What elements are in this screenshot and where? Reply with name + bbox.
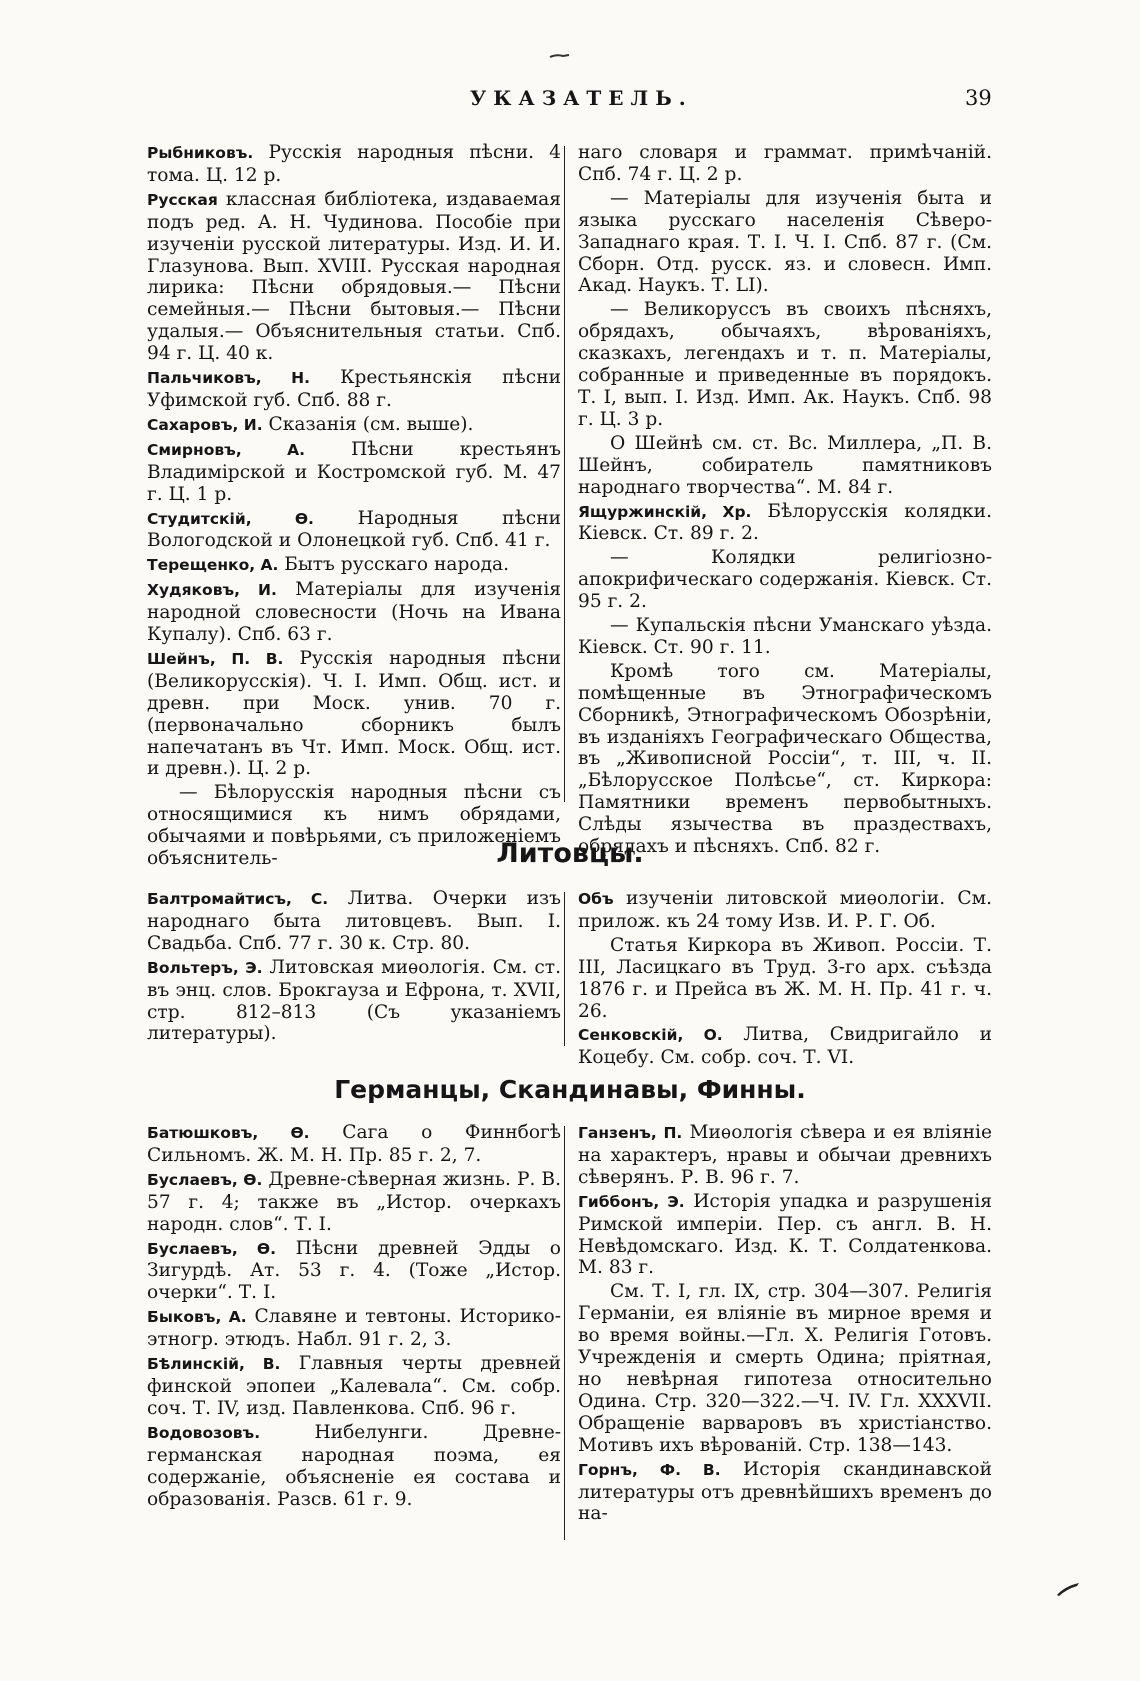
index-entry — [578, 188, 992, 298]
index-entry — [147, 957, 561, 1046]
entry-text: Литва, Свидригайло и Коцебу. См. собр. соч. Т. VI. — [578, 1024, 993, 1069]
entry-author: Рыбниковъ. — [147, 144, 254, 162]
entry-author: Вольтеръ, Э. — [147, 958, 263, 977]
entry-text: Пѣсни крестьянъ Владимірской и Костромской губ. М. 47 г. Ц. 1 р. — [147, 438, 561, 505]
entry-text: — Матеріалы для изученія быта и языка русскаго населенія Сѣверо-Западнаго края. Т. I. Ч. I. Спб. 87 г. (См. Сборн. Отд. русск. яз. и словесн. Имп. Акад. Наукъ. Т. LI). — [578, 187, 992, 297]
index-entry — [147, 579, 561, 646]
entry-author: Русская — [147, 190, 218, 209]
index-entry — [147, 439, 561, 506]
entry-author: Ящуржинскій, Хр. — [578, 502, 752, 521]
entry-author: Буслаевъ, Ѳ. — [147, 1239, 276, 1258]
index-entry — [578, 1122, 992, 1189]
index-entry — [147, 367, 561, 412]
entry-text: См. Т. I, гл. IX, стр. 304—307. Религія Германіи, ея вліяніе въ мирное время и во время войны.—Гл. X. Религія Готовъ. Учрежденія и смерть Одина; пріятная, но невѣрная гипотеза относительно Одина. Стр. 320—322.—Ч. IV. Гл. XXXVII. Обращеніе варваровъ въ христіанство. Мотивъ ихъ вѣрованій. Стр. 138—143. — [578, 1281, 992, 1456]
entry-text: — Бѣлорусскія народныя пѣсни съ относящимися къ нимъ обрядами, обычаями и повѣрьями, съ приложеніемъ объяснитель- — [147, 782, 561, 870]
index-entry — [578, 935, 992, 1023]
entry-text: Древне-сѣверная жизнь. Р. В. 57 г. 4; также въ „Истор. очеркахъ народн. слов“. Т. I. — [147, 1168, 561, 1235]
index-entry — [578, 615, 992, 659]
index-entry — [578, 501, 992, 546]
index-entry — [578, 1281, 992, 1456]
entry-text: Исторія скандинавской литературы отъ древнѣйшихъ временъ до на- — [578, 1458, 992, 1525]
entry-text: Исторія упадка и разрушенія Римской имперіи. Пер. съ англ. В. Н. Невѣдомскаго. Изд. К. Т. Солдатенкова. М. 83 г. — [578, 1190, 992, 1279]
index-entry — [578, 142, 992, 186]
index-entry — [578, 888, 992, 933]
entry-text: Крестьянскія пѣсни Уфимской губ. Спб. 88 г. — [147, 367, 561, 411]
column-divider — [564, 892, 565, 1046]
entry-text: наго словаря и граммат. примѣчаній. Спб. 74 г. Ц. 2 р. — [578, 142, 992, 185]
running-header: УКАЗАТЕЛЬ. — [470, 86, 693, 110]
page-number: 39 — [965, 86, 992, 110]
entry-text: Литовская миѳологія. См. ст. въ энц. слов. Брокгауза и Ефрона, т. XVII, стр. 812–813 (Съ указаніемъ литературы). — [147, 956, 561, 1045]
entry-author: Шейнъ, П. В. — [147, 649, 284, 668]
index-entry — [578, 299, 992, 430]
entry-author: Студитскій, Ѳ. — [147, 509, 314, 528]
index-entry — [147, 1238, 561, 1305]
entry-text: Русскія народныя пѣсни. 4 тома. Ц. 12 р. — [147, 142, 561, 186]
entry-text: Миѳологія сѣвера и ея вліяніе на характеръ, нравы и обычаи древнихъ сѣверянъ. Р. В. 96 г. 7. — [578, 1122, 992, 1188]
entry-text: Бытъ русскаго народа. — [278, 554, 510, 576]
entry-text: Бѣлорусскія колядки. Кіевск. Ст. 89 г. 2. — [578, 500, 992, 545]
entry-text: Славяне и тевтоны. Историко-этногр. этюдъ. Набл. 91 г. 2, 3. — [147, 1306, 561, 1351]
column-divider — [564, 146, 565, 802]
entry-author: Гиббонъ, Э. — [578, 1192, 685, 1211]
pen-mark-icon — [1055, 1580, 1081, 1598]
index-entry — [147, 189, 561, 365]
index-entry — [147, 1306, 561, 1351]
section2-right-column — [578, 888, 992, 1071]
entry-author: Худяковъ, И. — [147, 581, 277, 600]
index-entry — [578, 547, 992, 613]
entry-author: Смирновъ, А. — [147, 440, 306, 459]
index-entry — [578, 661, 992, 858]
entry-author: Терещенко, А. — [147, 556, 279, 575]
entry-author: Бѣлинскій, В. — [147, 1355, 281, 1374]
index-entry — [147, 648, 561, 780]
section3-right-column — [578, 1122, 992, 1527]
entry-text: изученіи литовской миѳологіи. См. прилож. къ 24 тому Изв. И. Р. Г. Об. — [578, 888, 992, 932]
entry-author: Ганзенъ, П. — [578, 1124, 683, 1142]
index-entry — [147, 1169, 561, 1236]
entry-text: О Шейнѣ см. ст. Вс. Миллера, „П. В. Шейнъ, собиратель памятниковъ народнаго творчества“. М. 84 г. — [578, 432, 992, 498]
index-entry — [578, 1024, 992, 1069]
entry-text: Русскія народныя пѣсни (Великорусскія). Ч. I. Имп. Общ. ист. и древн. при Моск. унив. 70 г. (первоначально сборникъ былъ напечатанъ въ Чт. Имп. Моск. Общ. ист. и древн.). Ц. 2 р. — [147, 647, 561, 780]
entry-text: — Великоруссъ въ своихъ пѣсняхъ, обрядахъ, обычаяхъ, вѣрованіяхъ, сказкахъ, легендахъ и т. п. Матеріалы, собранные и приведенные въ порядокъ. Т. I, вып. I. Изд. Имп. Ак. Наукъ. Спб. 98 г. Ц. 3 р. — [578, 299, 992, 430]
section2-left-column — [147, 888, 561, 1047]
entry-author: Батюшковъ, Ѳ. — [147, 1124, 310, 1142]
entry-text: Статья Киркора въ Живоп. Россіи. Т. III, Ласицкаго въ Труд. 3-го арх. съѣзда 1876 г. и Прейса въ Ж. М. Н. Пр. 41 г. ч. 26. — [578, 934, 992, 1022]
entry-text: Литва. Очерки изъ народнаго быта литовцевъ. Вып. I. Свадьба. Спб. 77 г. 30 к. Стр. 80. — [147, 888, 561, 954]
entry-text: Пѣсни древней Эдды о Зигурдѣ. Ат. 53 г. 4. (Тоже „Истор. очерки“. Т. I. — [147, 1237, 561, 1304]
entry-text: Сага о Финнбогѣ Сильномъ. Ж. М. Н. Пр. 85 г. 2, 7. — [147, 1122, 561, 1166]
index-entry — [147, 554, 561, 577]
section-heading-germans: Германцы, Скандинавы, Финны. — [334, 1075, 806, 1104]
section-heading-lithuanians: Литовцы. — [496, 838, 644, 869]
section3-left-column — [147, 1122, 561, 1512]
entry-author: Сенковскій, О. — [578, 1026, 723, 1045]
entry-author: Быковъ, А. — [147, 1308, 247, 1327]
index-entry — [147, 414, 561, 437]
entry-author: Горнъ, Ф. В. — [578, 1460, 721, 1479]
entry-text: — Колядки религіозно-апокрифическаго содержанія. Кіевск. Ст. 95 г. 2. — [578, 547, 992, 613]
column-divider — [564, 1126, 565, 1540]
index-entry — [147, 142, 561, 187]
index-entry — [147, 888, 561, 955]
index-entry — [578, 1191, 992, 1280]
index-entry — [147, 508, 561, 553]
entry-text: Матеріалы для изученія народной словесности (Ночь на Ивана Купалу). Спб. 63 г. — [147, 579, 561, 646]
entry-text: Сказанія (см. выше). — [262, 413, 474, 435]
index-entry — [578, 433, 992, 499]
entry-author: Пальчиковъ, Н. — [147, 369, 311, 388]
index-entry — [147, 1422, 561, 1511]
entry-text: классная библіотека, издаваемая подъ ред. А. Н. Чудинова. Пособіе при изученіи русской литературы. Изд. И. И. Глазунова. Вып. XVIII. Русская народная лирика: Пѣсни обрядовыя.— Пѣсни семейныя.— Пѣсни бытовыя.— Пѣсни удалыя.— Объяснительныя статьи. Спб. 94 г. Ц. 40 к. — [147, 188, 561, 365]
entry-text: — Купальскія пѣсни Уманскаго уѣзда. Кіевск. Ст. 90 г. 11. — [578, 615, 992, 658]
section1-left-column — [147, 142, 561, 872]
entry-text: Нибелунги. Древне-германская народная поэма, ея содержаніе, объясненіе ея состава и образованія. Разсв. 61 г. 9. — [147, 1421, 561, 1510]
entry-author: Балтромайтисъ, С. — [147, 890, 329, 908]
index-entry — [578, 1459, 992, 1526]
index-entry — [147, 1122, 561, 1167]
ink-speck-icon — [549, 52, 571, 60]
entry-text: Главныя черты древней финской эпопеи „Калевала“. См. собр. соч. Т. IV, изд. Павленкова. Спб. 96 г. — [147, 1353, 561, 1419]
entry-author: Водовозовъ. — [147, 1423, 261, 1442]
entry-author: Объ — [578, 890, 614, 908]
entry-text: Народныя пѣсни Вологодской и Олонецкой губ. Спб. 41 г. — [147, 507, 561, 552]
index-entry — [147, 1353, 561, 1420]
entry-author: Сахаровъ, И. — [147, 415, 263, 434]
section1-right-column — [578, 142, 992, 860]
entry-text: Кромѣ того см. Матеріалы, помѣщенные въ Этнографическомъ Сборникѣ, Этнографическомъ Обозрѣніи, въ изданіяхъ Географическаго Общества, въ „Живописной Россіи“, т. III, ч. II. „Бѣлорусское Полѣсье“, ст. Киркора: Памятники временъ первобытныхъ. Слѣды язычества въ праздествахъ, обрядахъ и пѣсняхъ. Спб. 82 г. — [578, 660, 992, 858]
entry-author: Буслаевъ, Ѳ. — [147, 1170, 263, 1189]
